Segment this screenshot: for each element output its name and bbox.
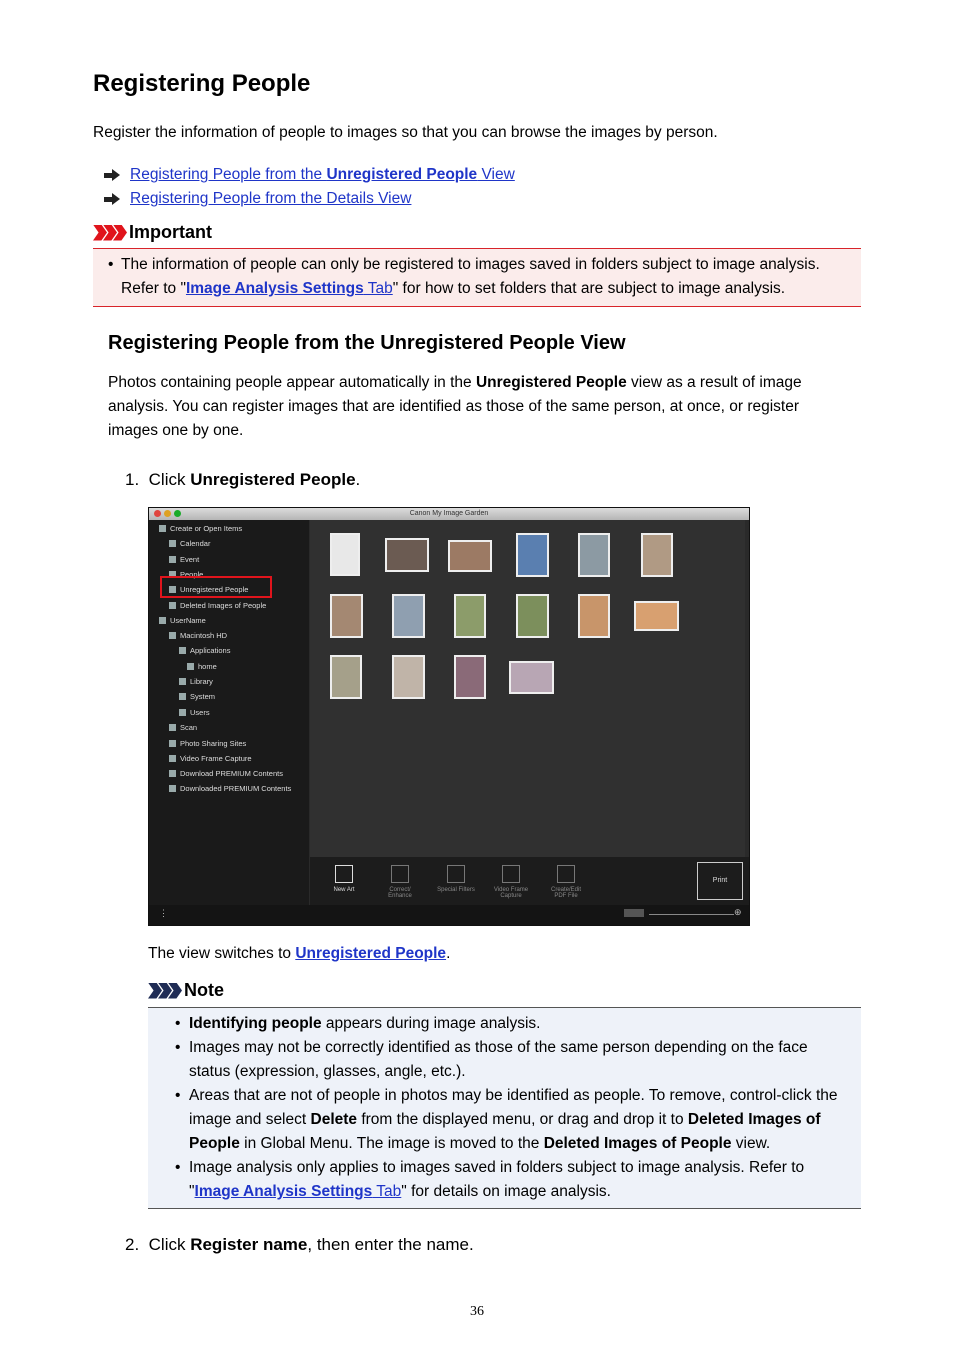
special-filters-button[interactable]: Special Filters [436,865,476,893]
toc-link-details[interactable]: Registering People from the Details View [130,190,412,207]
arrow-right-icon [104,169,122,181]
video-frame-capture-button[interactable]: Video Frame Capture [491,865,531,899]
menu-item[interactable]: Video Frame Capture [169,754,252,763]
menu-item[interactable]: home [187,662,217,671]
list-item: • Identifying people appears during image analysis. [175,1015,541,1032]
photo-thumbnail[interactable] [454,594,486,638]
arrow-right-icon [104,193,122,205]
menu-item[interactable]: Library [179,677,213,686]
create-edit-pdf-button[interactable]: Create/Edit PDF File [546,865,586,899]
menu-item[interactable]: UserName [159,616,206,625]
thumbnail-area [310,520,745,857]
photo-thumbnail[interactable] [516,533,549,577]
menu-item[interactable]: Macintosh HD [169,631,227,640]
info-icon[interactable]: ⋮ [159,908,168,918]
highlight-box [160,576,272,598]
menu-item[interactable]: Calendar [169,539,210,548]
photo-thumbnail[interactable] [578,533,610,577]
list-item: • Areas that are not of people in photos may be identified as people. To remove, control-click the image and select Delete from the displayed menu, or drag and drop it to Deleted Images of People in Global Menu. The image is moved to the Deleted Images of People view. [175,1087,838,1152]
section-paragraph: Photos containing people appear automatically in the Unregistered People view as a result of image analysis. You can register images that are identified as those of the same person, at once, or register images one by one. [108,374,802,439]
page-title: Registering People [93,70,311,97]
app-screenshot [148,507,750,926]
important-heading: Important [93,222,212,243]
photo-thumbnail[interactable] [578,594,610,638]
menu-item[interactable]: Download PREMIUM Contents [169,769,283,778]
menu-item[interactable]: Scan [169,723,197,732]
toc-item[interactable] [104,163,515,187]
menu-item[interactable]: Create or Open Items [159,524,242,533]
intro-text: Register the information of people to images so that you can browse the images by person. [93,124,718,141]
status-bar [149,905,749,925]
unregistered-people-link[interactable]: Unregistered People [295,945,447,962]
toc-item[interactable] [104,187,515,211]
photo-thumbnail[interactable] [330,594,363,638]
menu-item-unregistered-people[interactable]: Unregistered People [169,585,248,594]
photo-thumbnail[interactable] [392,594,425,638]
table-of-contents [104,163,515,211]
menu-item[interactable]: Applications [179,646,230,655]
photo-thumbnail[interactable] [448,540,492,572]
photo-thumbnail[interactable] [385,538,429,572]
window-titlebar: Canon My Image Garden [149,508,749,520]
image-analysis-settings-link[interactable]: Image Analysis Settings Tab [185,280,393,297]
important-text: • The information of people can only be registered to images saved in folders subject to image analysis. Refer to "Image Analysis Settings Tab" for how to set folders that are subject to image analysis. [108,256,820,297]
step-2: 2. Click Register name, then enter the name. [125,1235,474,1254]
photo-thumbnail[interactable] [330,655,362,699]
menu-item[interactable]: Photo Sharing Sites [169,739,246,748]
print-button[interactable]: Print [697,862,743,900]
important-chevron-icon [93,225,123,241]
menu-item[interactable]: Event [169,555,199,564]
note-heading: Note [148,980,224,1001]
step-1: 1. Click Unregistered People. [125,470,361,489]
list-item: • Image analysis only applies to images saved in folders subject to image analysis. Refer to "Image Analysis Settings Tab" for details on image analysis. [175,1159,805,1200]
toc-link-unregistered[interactable]: Registering People from the Unregistered People View [130,166,515,183]
image-analysis-settings-link[interactable]: Image Analysis Settings Tab [194,1183,402,1200]
photo-thumbnail[interactable] [634,601,679,631]
note-chevron-icon [148,983,178,999]
page-number: 36 [470,1304,484,1319]
photo-thumbnail[interactable] [509,661,554,694]
photo-thumbnail[interactable] [454,655,486,699]
menu-item[interactable]: Downloaded PREMIUM Contents [169,784,291,793]
section-title: Registering People from the Unregistered People View [108,332,626,354]
note-list [175,1012,855,1204]
result-text: The view switches to Unregistered People. [148,945,451,962]
photo-thumbnail[interactable] [641,533,673,577]
zoom-in-icon[interactable]: ⊕ [734,907,742,917]
menu-item[interactable]: Users [179,708,210,717]
photo-thumbnail[interactable] [516,594,549,638]
correct-enhance-button[interactable]: Correct/ Enhance [380,865,420,899]
new-art-button[interactable]: New Art [324,865,364,893]
list-item: • Images may not be correctly identified as those of the same person depending on the face status (expression, glasses, angle, etc.). [175,1039,808,1080]
menu-item[interactable]: People [169,570,203,579]
zoom-slider[interactable] [649,914,734,915]
menu-item[interactable]: System [179,692,215,701]
command-toolbar [310,857,750,906]
photo-thumbnail[interactable] [392,655,425,699]
photo-thumbnail[interactable] [330,533,360,576]
menu-item[interactable]: Deleted Images of People [169,601,266,610]
